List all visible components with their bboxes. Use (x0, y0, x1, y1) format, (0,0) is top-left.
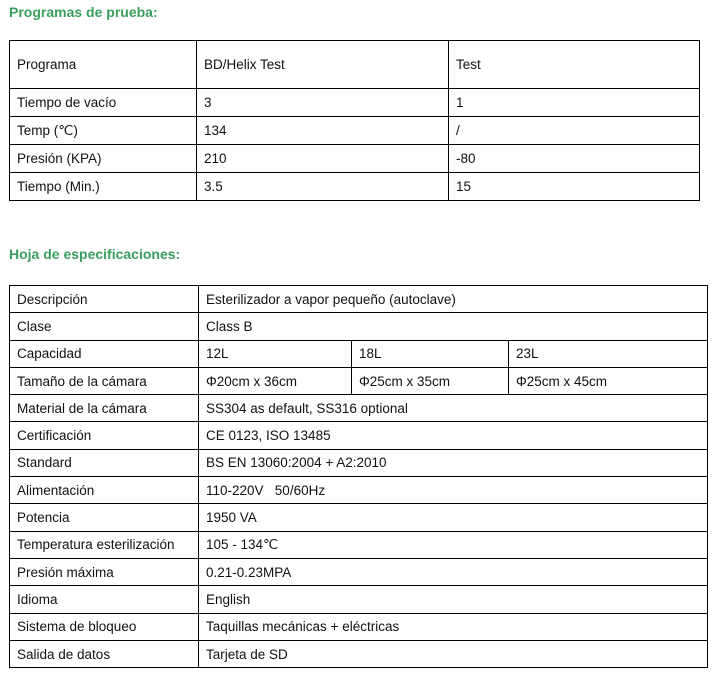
table-cell: 105 - 134℃ (199, 531, 708, 558)
row-label: Idioma (10, 586, 199, 613)
table-row (10, 558, 708, 585)
table-row (10, 422, 708, 449)
table-row (10, 145, 700, 173)
table-cell: Esterilizador a vapor pequeño (autoclave) (199, 286, 708, 313)
specs-section-title: Hoja de especificaciones: (9, 246, 181, 262)
table-row (10, 449, 708, 476)
table-cell: 0.21-0.23MPA (199, 558, 708, 585)
table-cell: 1 (449, 89, 700, 117)
table-cell: Φ25cm x 45cm (509, 367, 708, 394)
table-row (10, 395, 708, 422)
table-row (10, 531, 708, 558)
row-label: Temp (℃) (10, 117, 197, 145)
table-row (10, 367, 708, 394)
table-cell: 23L (509, 340, 708, 367)
table-cell: / (449, 117, 700, 145)
table-cell: BS EN 13060:2004 + A2:2010 (199, 449, 708, 476)
table-row (10, 504, 708, 531)
table-cell: Taquillas mecánicas + eléctricas (199, 613, 708, 640)
table-cell: 134 (197, 117, 449, 145)
row-label: Presión máxima (10, 558, 199, 585)
table-cell: 18L (352, 340, 509, 367)
programs-section-title: Programas de prueba: (9, 4, 158, 20)
table-cell: 110-220V 50/60Hz (199, 477, 708, 504)
row-label: Potencia (10, 504, 199, 531)
row-label: Material de la cámara (10, 395, 199, 422)
test-programs-table (9, 40, 700, 201)
table-row (10, 640, 708, 667)
table-row (10, 586, 708, 613)
table-row (10, 340, 708, 367)
table-cell: 15 (449, 173, 700, 201)
table-cell: Φ25cm x 35cm (352, 367, 509, 394)
table-cell: 12L (199, 340, 352, 367)
row-label: Presión (KPA) (10, 145, 197, 173)
row-label: Tiempo de vacío (10, 89, 197, 117)
table-row (10, 313, 708, 340)
table-cell: Tarjeta de SD (199, 640, 708, 667)
row-label: Certificación (10, 422, 199, 449)
table-row (10, 173, 700, 201)
table-row (10, 286, 708, 313)
table-cell: CE 0123, ISO 13485 (199, 422, 708, 449)
header-cell: BD/Helix Test (197, 41, 449, 89)
table-cell: 1950 VA (199, 504, 708, 531)
table-row (10, 89, 700, 117)
row-label: Sistema de bloqueo (10, 613, 199, 640)
row-label: Temperatura esterilización (10, 531, 199, 558)
header-cell: Test (449, 41, 700, 89)
table-cell: 3 (197, 89, 449, 117)
table-row (10, 477, 708, 504)
row-label: Descripción (10, 286, 199, 313)
header-cell: Programa (10, 41, 197, 89)
table-cell: 3.5 (197, 173, 449, 201)
row-label: Alimentación (10, 477, 199, 504)
table-header-row (10, 41, 700, 89)
table-row (10, 613, 708, 640)
specifications-table (9, 285, 708, 668)
table-cell: Class B (199, 313, 708, 340)
row-label: Salida de datos (10, 640, 199, 667)
table-row (10, 117, 700, 145)
table-cell: English (199, 586, 708, 613)
table-cell: SS304 as default, SS316 optional (199, 395, 708, 422)
row-label: Clase (10, 313, 199, 340)
table-cell: 210 (197, 145, 449, 173)
row-label: Capacidad (10, 340, 199, 367)
row-label: Tiempo (Min.) (10, 173, 197, 201)
table-cell: -80 (449, 145, 700, 173)
row-label: Standard (10, 449, 199, 476)
row-label: Tamaño de la cámara (10, 367, 199, 394)
table-cell: Φ20cm x 36cm (199, 367, 352, 394)
